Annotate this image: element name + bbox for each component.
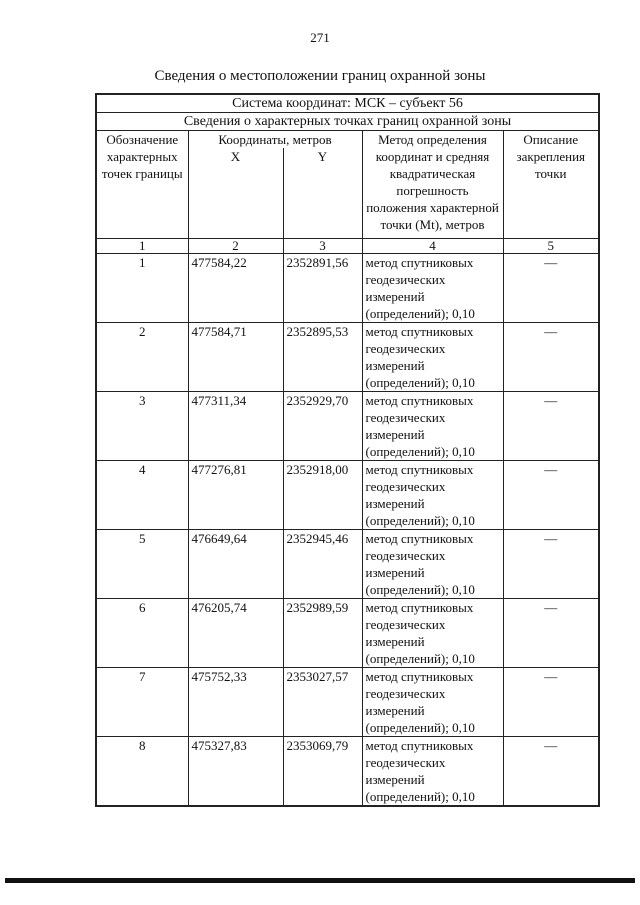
- y-coordinate-cell: 2353069,79: [283, 737, 362, 807]
- y-coordinate-cell: 2352895,53: [283, 323, 362, 392]
- table-row: [96, 323, 599, 392]
- method-cell: метод спутниковых геодезических измерений (определений); 0,10: [362, 254, 503, 323]
- x-coordinate-cell: 477311,34: [188, 392, 283, 461]
- x-coordinate-cell: 475327,83: [188, 737, 283, 807]
- point-cell: 8: [96, 737, 188, 807]
- description-cell: —: [503, 530, 599, 599]
- document-title: Сведения о местоположении границ охранной зоны: [154, 68, 486, 84]
- page-number: 271: [310, 30, 330, 45]
- description-cell: —: [503, 392, 599, 461]
- header-point-designation: Обозначение характерных точек границы: [96, 131, 188, 239]
- table-row: [96, 668, 599, 737]
- col-number-1: 1: [96, 239, 188, 254]
- description-cell: —: [503, 461, 599, 530]
- point-cell: 4: [96, 461, 188, 530]
- table-row: [96, 254, 599, 323]
- table-row: [96, 530, 599, 599]
- x-coordinate-cell: 475752,33: [188, 668, 283, 737]
- header-method: Метод определения координат и средняя квадратическая погрешность положения характерной точки (Mt), метров: [362, 131, 503, 239]
- x-coordinate-cell: 476649,64: [188, 530, 283, 599]
- y-coordinate-cell: 2352945,46: [283, 530, 362, 599]
- description-cell: —: [503, 254, 599, 323]
- y-coordinate-cell: 2352989,59: [283, 599, 362, 668]
- x-coordinate-cell: 477276,81: [188, 461, 283, 530]
- y-coordinate-cell: 2352891,56: [283, 254, 362, 323]
- y-coordinate-cell: 2352929,70: [283, 392, 362, 461]
- method-cell: метод спутниковых геодезических измерений (определений); 0,10: [362, 461, 503, 530]
- point-cell: 2: [96, 323, 188, 392]
- col-number-5: 5: [503, 239, 599, 254]
- point-cell: 6: [96, 599, 188, 668]
- page-bottom-rule: [5, 878, 635, 883]
- table-row: [96, 737, 599, 807]
- header-description: Описание закрепления точки: [503, 131, 599, 239]
- x-coordinate-cell: 477584,22: [188, 254, 283, 323]
- coordinate-system-row: Система координат: МСК – субъект 56: [96, 94, 599, 113]
- boundary-points-table: [95, 93, 600, 807]
- y-coordinate-cell: 2353027,57: [283, 668, 362, 737]
- description-cell: —: [503, 737, 599, 807]
- x-coordinate-cell: 476205,74: [188, 599, 283, 668]
- method-cell: метод спутниковых геодезических измерений (определений); 0,10: [362, 530, 503, 599]
- col-number-2: 2: [188, 239, 283, 254]
- table-row: [96, 392, 599, 461]
- method-cell: метод спутниковых геодезических измерений (определений); 0,10: [362, 392, 503, 461]
- method-cell: метод спутниковых геодезических измерений (определений); 0,10: [362, 323, 503, 392]
- method-cell: метод спутниковых геодезических измерений (определений); 0,10: [362, 737, 503, 807]
- col-number-4: 4: [362, 239, 503, 254]
- point-cell: 1: [96, 254, 188, 323]
- header-x: X: [188, 148, 283, 239]
- description-cell: —: [503, 668, 599, 737]
- method-cell: метод спутниковых геодезических измерений (определений); 0,10: [362, 599, 503, 668]
- x-coordinate-cell: 477584,71: [188, 323, 283, 392]
- table-row: [96, 599, 599, 668]
- point-cell: 7: [96, 668, 188, 737]
- table-row: [96, 461, 599, 530]
- col-number-3: 3: [283, 239, 362, 254]
- y-coordinate-cell: 2352918,00: [283, 461, 362, 530]
- point-cell: 3: [96, 392, 188, 461]
- description-cell: —: [503, 323, 599, 392]
- method-cell: метод спутниковых геодезических измерений (определений); 0,10: [362, 668, 503, 737]
- description-cell: —: [503, 599, 599, 668]
- point-cell: 5: [96, 530, 188, 599]
- header-coordinates: Координаты, метров: [188, 131, 362, 149]
- header-y: Y: [283, 148, 362, 239]
- table-caption-row: Сведения о характерных точках границ охранной зоны: [96, 113, 599, 131]
